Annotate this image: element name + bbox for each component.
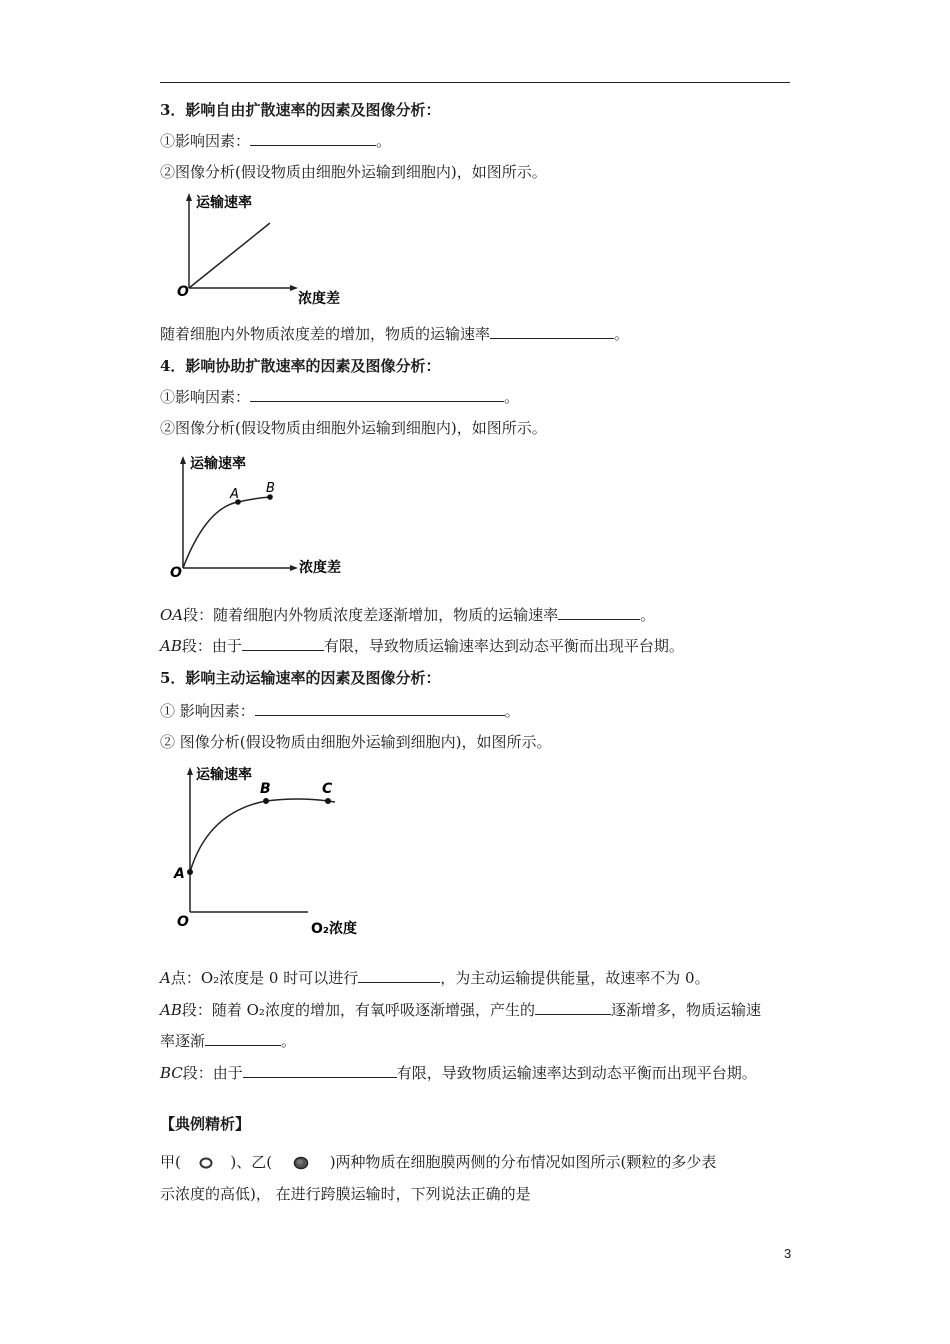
answer-blank[interactable]: [255, 701, 505, 716]
section-5-a: A点：O₂浓度是 0 时可以进行 ，为主动运输提供能量，故速率不为 0。: [160, 969, 710, 987]
section-5-ab: AB段：随着 O₂浓度的增加，有氧呼吸逐渐增强，产生的 逐渐增多，物质运输速: [160, 1001, 761, 1019]
section-5-title: 5．影响主动运输速率的因素及图像分析：: [160, 669, 441, 687]
section-5-factor: ① 影响因素： 。: [160, 702, 520, 720]
hollow-particle-icon: [186, 1155, 226, 1171]
origin-label: O: [177, 914, 189, 930]
factor-label: ①影响因素：: [160, 132, 251, 150]
active-transport-graph: [168, 762, 378, 942]
answer-blank[interactable]: [250, 387, 504, 402]
section-4-ab: AB段：由于 有限，导致物质运输速率达到动态平衡而出现平台期。: [160, 637, 684, 655]
filled-particle-icon: [277, 1155, 325, 1171]
section-4-factor: ①影响因素： 。: [160, 388, 520, 406]
origin-label: O: [177, 284, 189, 300]
point-b-label: B: [266, 481, 275, 496]
section-4-oa: OA段：随着细胞内外物质浓度差逐渐增加，物质的运输速率 。: [160, 606, 656, 624]
example-heading: 【典例精析】: [160, 1115, 251, 1133]
factor-label: ①影响因素：: [160, 388, 251, 406]
y-axis-label: 运输速率: [196, 195, 252, 211]
point-a-label: A: [230, 487, 239, 502]
answer-blank[interactable]: [250, 131, 376, 146]
section-4-title: 4．影响协助扩散速率的因素及图像分析：: [160, 357, 441, 375]
section-4-graph-label: ②图像分析(假设物质由细胞外运输到细胞内)，如图所示。: [160, 419, 547, 437]
point-c-label: C: [322, 781, 333, 797]
section-3-graph-label: ②图像分析(假设物质由细胞外运输到细胞内)，如图所示。: [160, 163, 547, 181]
example-line-2: 示浓度的高低)， 在进行跨膜运输时，下列说法正确的是: [160, 1185, 531, 1203]
answer-blank[interactable]: [205, 1031, 281, 1046]
example-line-1: 甲( )、乙( )两种物质在细胞膜两侧的分布情况如图所示(颗粒的多少表: [160, 1153, 717, 1171]
answer-blank[interactable]: [535, 1000, 611, 1015]
answer-blank[interactable]: [358, 968, 440, 983]
answer-blank[interactable]: [242, 636, 324, 651]
page-number: 3: [784, 1246, 792, 1261]
section-3-factor: ①影响因素： 。: [160, 132, 392, 150]
x-axis-label: 浓度差: [299, 560, 341, 576]
point-b-label: B: [260, 781, 271, 797]
factor-label: ① 影响因素：: [160, 702, 255, 720]
answer-blank[interactable]: [490, 324, 614, 339]
facilitated-diffusion-graph: [166, 448, 366, 583]
section-5-bc: BC段：由于 有限，导致物质运输速率达到动态平衡而出现平台期。: [160, 1064, 757, 1082]
origin-label: O: [170, 565, 182, 581]
section-5-graph-label: ② 图像分析(假设物质由细胞外运输到细胞内)，如图所示。: [160, 733, 552, 751]
answer-blank[interactable]: [243, 1063, 397, 1078]
section-3-title: 3．影响自由扩散速率的因素及图像分析：: [160, 101, 441, 119]
x-axis-label: 浓度差: [298, 291, 340, 307]
section-5-ab-cont: 率逐渐 。: [160, 1032, 297, 1050]
answer-blank[interactable]: [558, 605, 640, 620]
header-rule: [160, 82, 790, 83]
section-3-conclusion: 随着细胞内外物质浓度差的增加，物质的运输速率 。: [160, 325, 630, 343]
x-axis-label: O₂浓度: [311, 921, 358, 937]
free-diffusion-graph: [172, 190, 362, 310]
y-axis-label: 运输速率: [196, 767, 252, 783]
y-axis-label: 运输速率: [190, 456, 246, 472]
point-a-label: A: [174, 866, 185, 882]
